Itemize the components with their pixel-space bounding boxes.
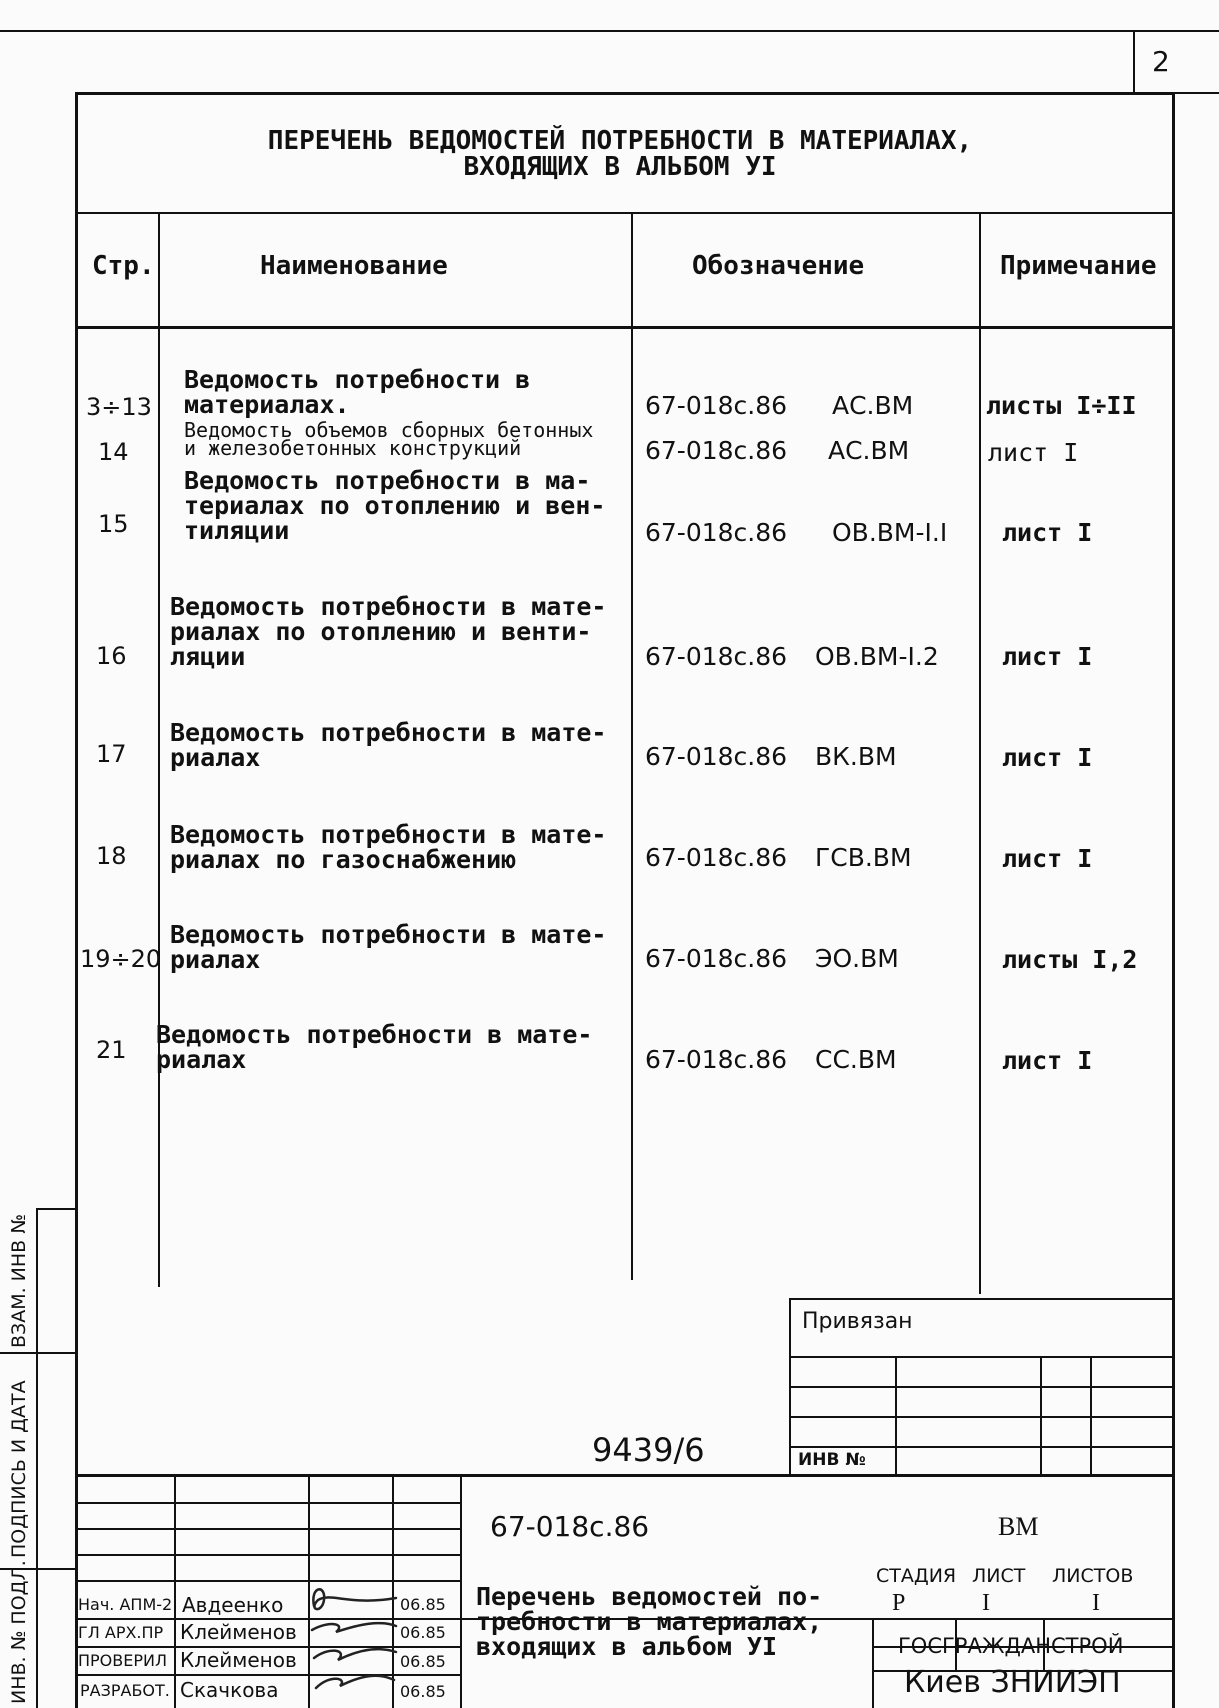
- row-page: 14: [98, 438, 129, 466]
- row-page: 21: [96, 1036, 127, 1064]
- row-note: лист I: [1002, 518, 1093, 547]
- stamp-sheet-label: ЛИСТ: [972, 1565, 1026, 1587]
- signature-role: ПРОВЕРИЛ: [78, 1651, 168, 1670]
- row-note: лист I: [1002, 642, 1093, 671]
- row-page: 15: [98, 510, 129, 538]
- row-name: Ведомость потребности в материалах.: [184, 365, 531, 419]
- row-name: Ведомость объемов сборных бетонных и железобетонных конструкций: [184, 418, 594, 460]
- row-mark: ОВ.ВМ-I.2: [815, 642, 939, 671]
- column-header-code: Обозначение: [692, 251, 865, 281]
- row-note: листы I,2: [1002, 945, 1138, 974]
- signature-name: Клейменов: [180, 1620, 297, 1644]
- row-note: лист I: [988, 438, 1079, 467]
- archive-number: 9439/6: [592, 1431, 705, 1469]
- row-page: 17: [96, 740, 127, 768]
- row-mark: ЭО.ВМ: [815, 944, 899, 973]
- stamp-doc-code: 67-018с.86: [490, 1510, 650, 1543]
- binding-label: Привязан: [802, 1309, 913, 1334]
- signature-name: Скачкова: [180, 1678, 279, 1702]
- row-code: 67-018с.86: [645, 642, 788, 671]
- column-header-name: Наименование: [260, 251, 448, 281]
- stamp-org-name: ГОСГРАЖДАНСТРОЙ: [898, 1634, 1124, 1658]
- document-title-line2: ВХОДЯЩИХ В АЛЬБОМ УI: [463, 152, 777, 182]
- row-note: листы I÷II: [986, 391, 1137, 420]
- stamp-doc-mark: ВМ: [998, 1512, 1039, 1541]
- row-mark: ГСВ.ВМ: [815, 843, 912, 872]
- row-note: лист I: [1002, 1046, 1093, 1075]
- signature-role: РАЗРАБОТ.: [80, 1681, 170, 1700]
- stamp-doc-title: Перечень ведомостей по- требности в материалах, входящих в альбом УI: [476, 1582, 823, 1661]
- row-mark: ВК.ВМ: [815, 742, 897, 771]
- signature-date: 06.85: [400, 1682, 446, 1701]
- row-mark: СС.ВМ: [815, 1045, 897, 1074]
- row-page: 3÷13: [86, 393, 152, 421]
- row-code: 67-018с.86: [645, 843, 788, 872]
- stamp-org-city: Киев ЗНИИЭП: [904, 1665, 1121, 1700]
- row-code: 67-018с.86: [645, 1045, 788, 1074]
- signature-date: 06.85: [400, 1652, 446, 1671]
- signature-role: Нач. АПМ-2: [78, 1595, 173, 1614]
- row-mark: АС.ВМ: [828, 436, 910, 465]
- signature-date: 06.85: [400, 1623, 446, 1642]
- row-name: Ведомость потребности в мате- риалах по отоплению и венти- ляции: [170, 592, 607, 671]
- document-title-line1: ПЕРЕЧЕНЬ ВЕДОМОСТЕЙ ПОТРЕБНОСТИ В МАТЕРИАЛАХ,: [267, 126, 973, 156]
- row-note: лист I: [1002, 844, 1093, 873]
- column-header-note: Примечание: [1000, 251, 1157, 281]
- row-code: 67-018с.86: [645, 518, 788, 547]
- stamp-stage-value: Р: [892, 1590, 906, 1616]
- row-code: 67-018с.86: [645, 742, 788, 771]
- stamp-sheet-value: I: [982, 1590, 990, 1616]
- row-page: 19÷20: [80, 945, 162, 973]
- row-page: 16: [96, 642, 127, 670]
- stamp-sheets-label: ЛИСТОВ: [1052, 1565, 1134, 1587]
- row-note: лист I: [1002, 743, 1093, 772]
- stamp-sheets-value: I: [1092, 1590, 1100, 1616]
- row-code: 67-018с.86: [645, 391, 788, 420]
- signature-role: ГЛ АРХ.ПР: [78, 1623, 164, 1642]
- signature-name: Авдеенко: [182, 1593, 284, 1617]
- row-name: Ведомость потребности в ма- териалах по отоплению и вен- тиляции: [184, 466, 606, 545]
- signature-name: Клейменов: [180, 1648, 297, 1672]
- row-code: 67-018с.86: [645, 944, 788, 973]
- row-code: 67-018с.86: [645, 436, 788, 465]
- sidebar-inv-podl: ИНВ. № ПОДЛ.: [8, 1560, 30, 1704]
- row-name: Ведомость потребности в мате- риалах: [170, 920, 607, 974]
- row-name: Ведомость потребности в мате- риалах: [170, 718, 607, 772]
- row-mark: ОВ.ВМ-I.I: [832, 518, 948, 547]
- row-page: 18: [96, 842, 127, 870]
- signature-date: 06.85: [400, 1595, 446, 1614]
- sidebar-podpis-data: ПОДПИСЬ И ДАТА: [8, 1380, 30, 1558]
- stamp-stage-label: СТАДИЯ: [876, 1565, 957, 1587]
- row-mark: АС.ВМ: [832, 391, 914, 420]
- row-name: Ведомость потребности в мате- риалах: [156, 1020, 593, 1074]
- binding-inv-label: ИНВ №: [798, 1450, 866, 1470]
- column-header-page: Стр.: [92, 251, 155, 281]
- sidebar-vzam-inv: ВЗАМ. ИНВ №: [8, 1213, 30, 1348]
- page-number: 2: [1152, 45, 1170, 78]
- row-name: Ведомость потребности в мате- риалах по газоснабжению: [170, 820, 607, 874]
- signature-scribbles: [300, 1580, 460, 1708]
